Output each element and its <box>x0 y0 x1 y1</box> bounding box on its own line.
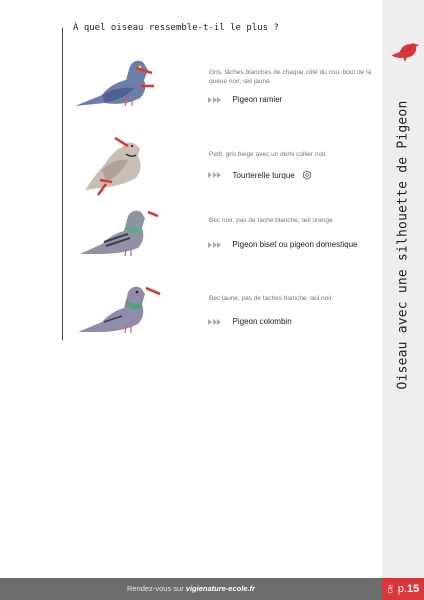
entry-pigeon-colombin <box>70 276 370 356</box>
cle-label: Clé <box>388 584 395 594</box>
entry-pigeon-ramier <box>70 48 370 128</box>
side-title: Oiseau avec une silhouette de Pigeon <box>395 100 411 390</box>
bird-illustration-tourterelle-turque <box>70 130 166 200</box>
footer-site-link[interactable]: vigienature-ecole.fr <box>185 584 255 593</box>
page-prefix: p. <box>397 583 407 595</box>
answer-label: Pigeon colombin <box>232 317 292 326</box>
triple-arrow-icon <box>208 242 222 248</box>
triple-arrow-icon <box>208 97 222 103</box>
footer-text <box>0 578 382 600</box>
description-pigeon-colombin: Bec jaune, pas de taches blanche, œil noir. <box>209 295 334 302</box>
answer-pigeon-colombin[interactable] <box>208 317 292 326</box>
description-tourterelle-turque: Petit, gris beige avec un demi collier noir. <box>209 151 328 158</box>
answer-pigeon-ramier[interactable] <box>208 95 282 104</box>
page-number: 15 <box>406 583 420 595</box>
answer-label: Pigeon ramier <box>232 95 283 104</box>
question-line <box>62 28 63 340</box>
description-pigeon-ramier: Gris, tâches blanches de chaque côté du cou, bout de la queue noir, œil jaune. <box>209 69 372 86</box>
description-pigeon-biset: Bec noir, pas de tache blanche, œil orange. <box>209 217 335 224</box>
bird-illustration-pigeon-ramier <box>70 48 166 118</box>
answer-label: Pigeon biset ou pigeon domestique <box>232 240 358 249</box>
triple-arrow-icon <box>208 172 222 178</box>
question-heading: À quel oiseau ressemble-t-il le plus ? <box>73 23 279 33</box>
bird-illustration-pigeon-biset <box>70 198 166 268</box>
entry-pigeon-biset <box>70 198 370 278</box>
page-tag <box>382 578 424 600</box>
answer-pigeon-biset[interactable] <box>208 240 357 249</box>
footer-prefix: Rendez-vous sur <box>127 584 186 593</box>
red-bird-icon <box>388 34 422 68</box>
bird-illustration-pigeon-colombin <box>70 276 166 346</box>
footer-bar <box>0 578 424 600</box>
urban-bird-badge-icon <box>302 170 312 180</box>
answer-tourterelle-turque[interactable] <box>208 170 312 180</box>
triple-arrow-icon <box>208 319 222 325</box>
answer-label: Tourterelle turque <box>232 170 295 180</box>
